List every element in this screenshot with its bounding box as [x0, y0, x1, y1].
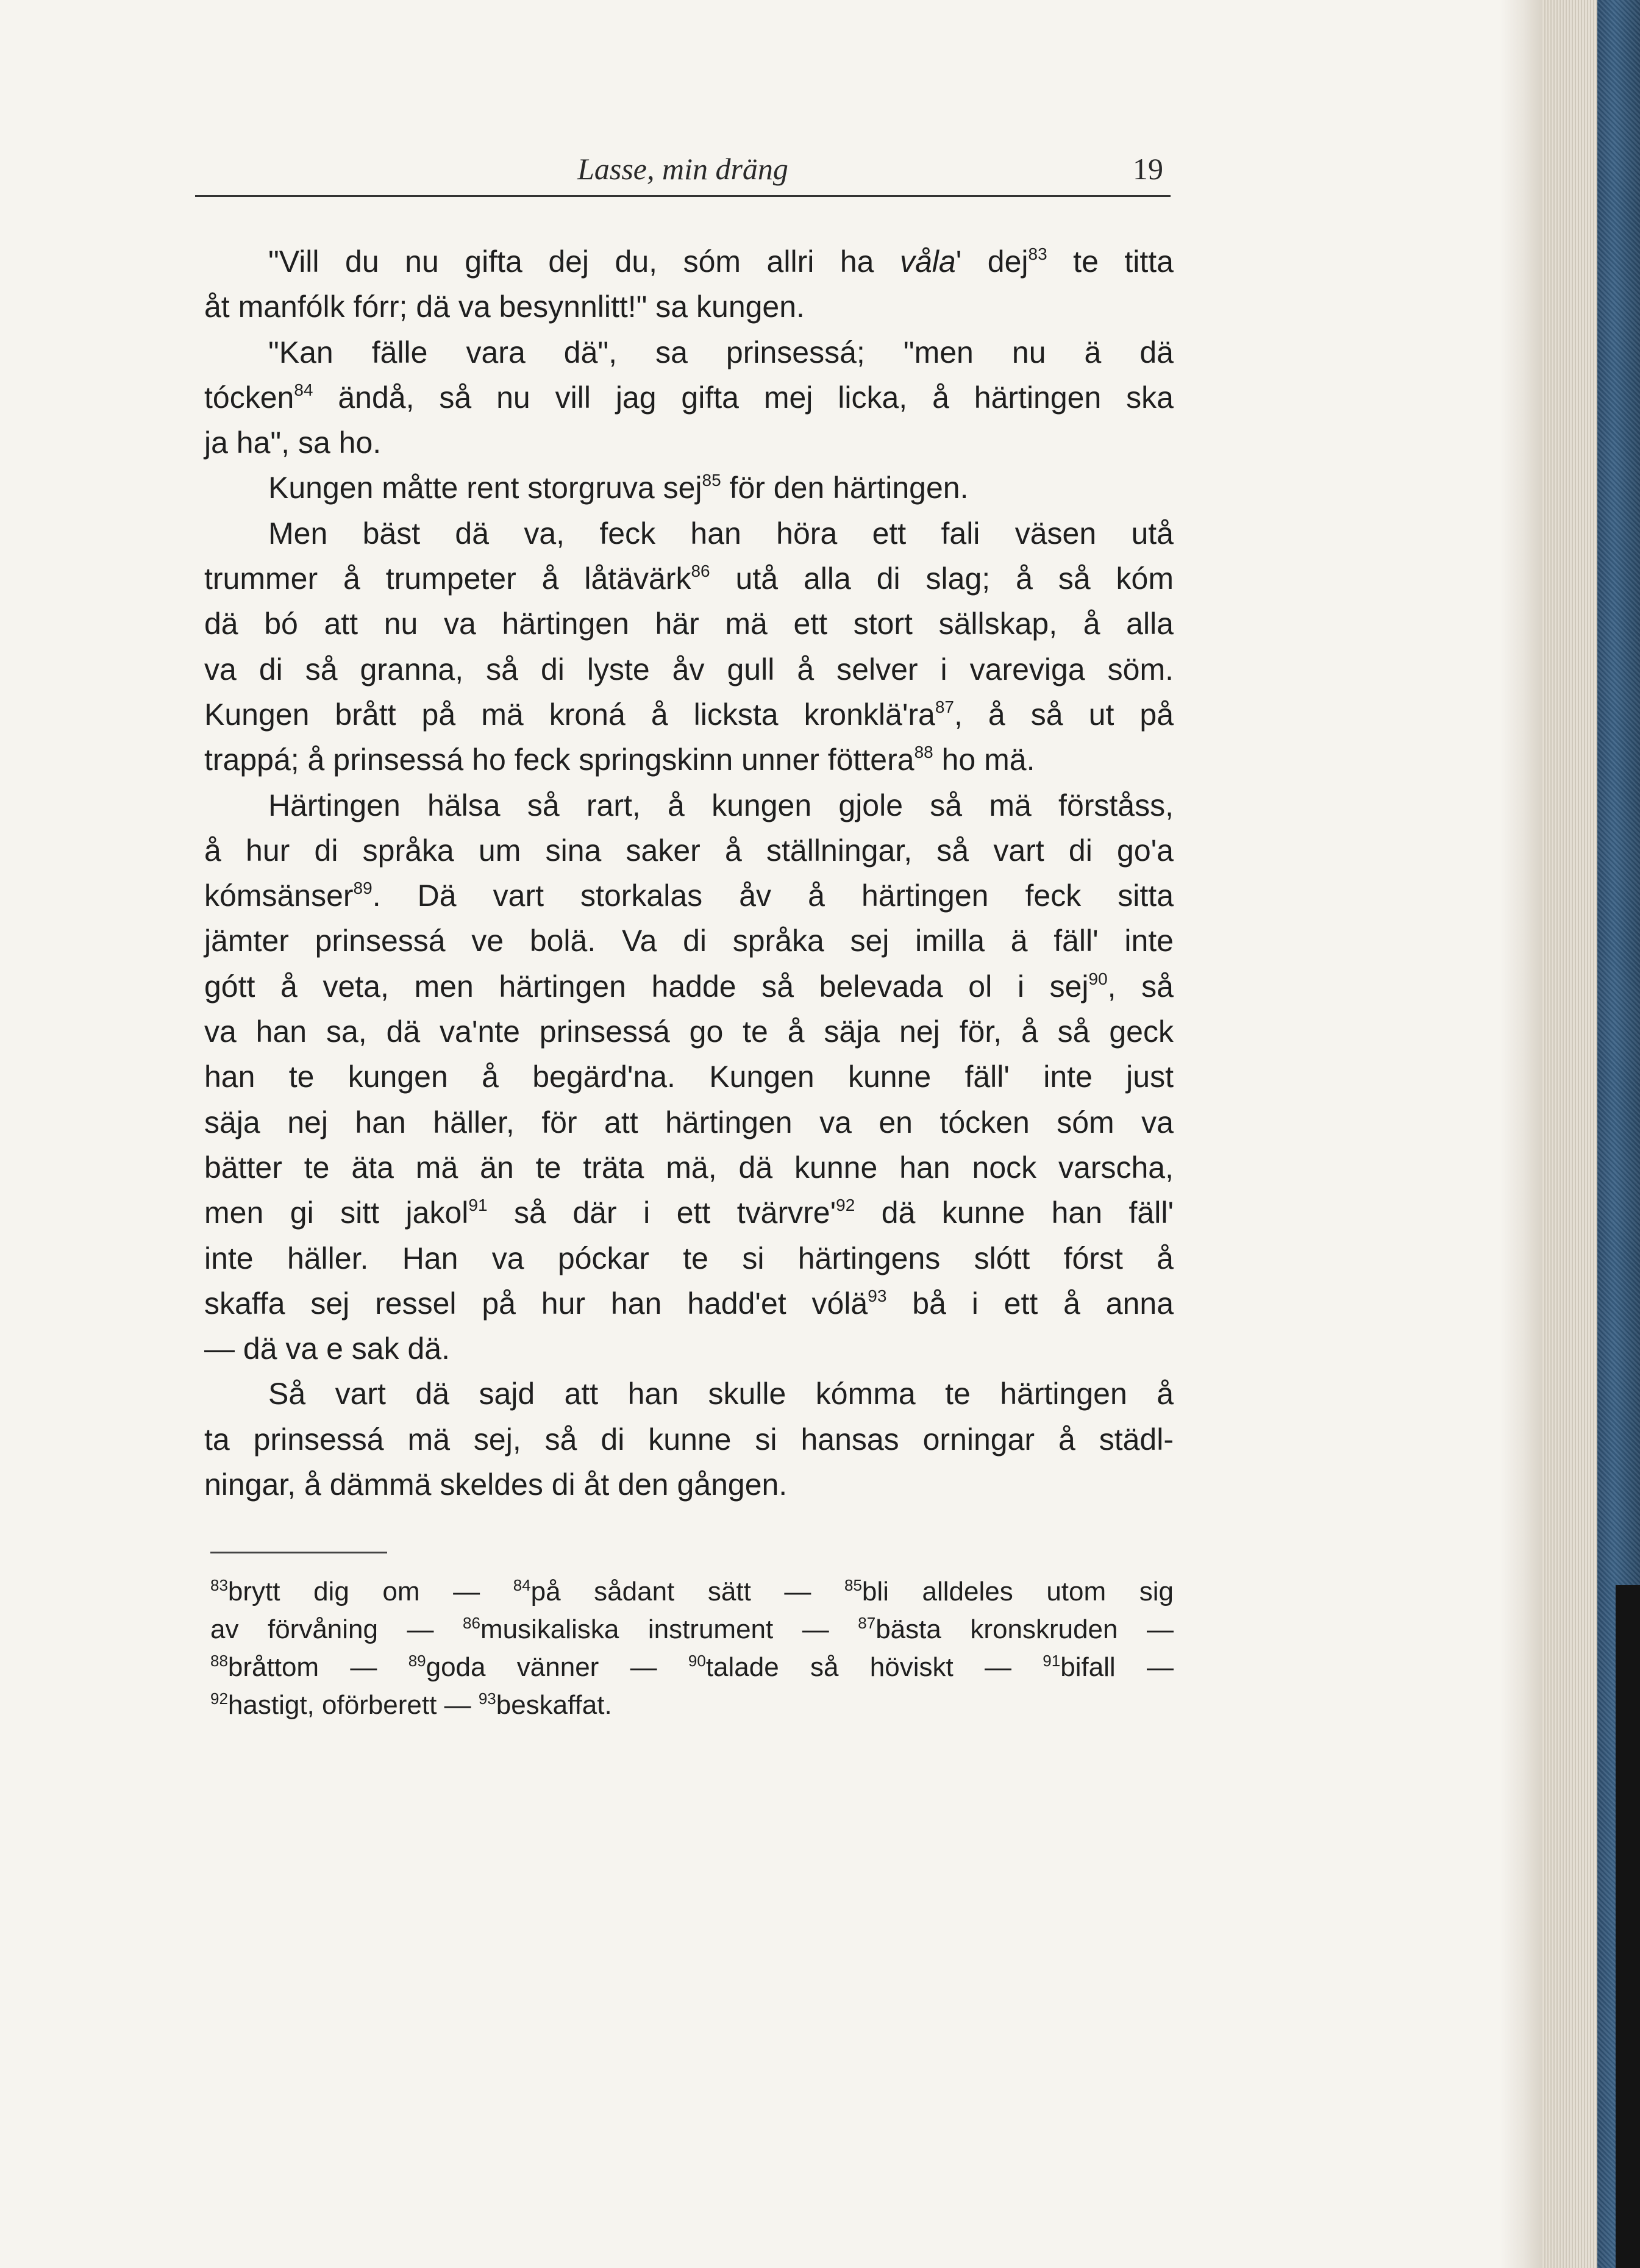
footnote-ref: 88	[914, 743, 933, 762]
text-line	[204, 964, 1174, 1009]
footnote-text: bästa kronskruden —	[875, 1614, 1174, 1644]
line-text: , så	[1107, 969, 1174, 1004]
footnote-number: 84	[513, 1576, 531, 1594]
footnote-text: bli alldeles utom sig	[861, 1577, 1174, 1606]
footnote	[688, 1652, 1011, 1682]
footnote-text: beskaffat.	[496, 1690, 612, 1720]
line-text: , å så ut på	[954, 697, 1174, 732]
footnote-text: bråttom —	[227, 1652, 377, 1682]
footnote	[463, 1614, 829, 1644]
line-text: Men bäst dä va, feck han höra ett fali väsen utå	[268, 516, 1174, 551]
line-text: bå i ett å anna	[886, 1286, 1174, 1321]
line-text: skaffa sej ressel på hur han hadd'et vólä	[204, 1286, 868, 1321]
line-text: va di så granna, så di lyste åv gull å selver i vareviga söm.	[204, 652, 1174, 686]
footnote	[1043, 1652, 1174, 1682]
paragraph	[204, 465, 1174, 510]
text-line	[204, 1145, 1174, 1190]
text-line	[204, 465, 1174, 510]
text-line	[204, 556, 1174, 601]
line-text: va han sa, dä va'nte prinsessá go te å säja nej för, å så geck	[204, 1015, 1174, 1049]
footnotes	[210, 1573, 1174, 1724]
body-text	[204, 239, 1174, 1507]
paragraph	[204, 239, 1174, 330]
footnote-number: 87	[858, 1614, 876, 1632]
text-line	[204, 692, 1174, 737]
text-line	[204, 737, 1174, 782]
paragraph	[204, 330, 1174, 466]
footnote-text: av förvåning —	[210, 1614, 434, 1644]
page-number: 19	[1133, 152, 1163, 186]
footnote-line	[210, 1649, 1174, 1686]
line-text: . Dä vart storkalas åv å härtingen feck sitta	[372, 879, 1174, 913]
text-line	[204, 1281, 1174, 1326]
line-text: trummer å trumpeter å låtävärk	[204, 562, 691, 596]
line-text: men gi sitt jakol	[204, 1196, 469, 1230]
line-text: bätter te äta mä än te träta mä, dä kunne han nock varscha,	[204, 1150, 1174, 1185]
footnote-number: 83	[210, 1576, 228, 1594]
footnote	[210, 1652, 377, 1682]
line-text: dä bó att nu va härtingen här mä ett stort sällskap, å alla	[204, 607, 1174, 641]
text-line	[204, 1371, 1174, 1416]
text-line	[204, 511, 1174, 556]
line-text: å hur di språka um sina saker å ställningar, så vart di go'a	[204, 833, 1174, 868]
footnote	[513, 1577, 811, 1606]
line-text: — dä va e sak dä.	[204, 1332, 451, 1366]
text-line	[204, 1054, 1174, 1099]
footnote-number: 88	[210, 1652, 228, 1670]
footnote-text: goda vänner —	[426, 1652, 657, 1682]
header-rule	[195, 195, 1171, 197]
footnote-ref: 86	[691, 562, 710, 581]
text-line	[204, 1462, 1174, 1507]
line-text: kómsänser	[204, 879, 354, 913]
footnote	[408, 1652, 657, 1682]
line-text: Kungen brått på mä kroná å licksta kronklä'ra	[204, 697, 935, 732]
text-line	[204, 375, 1174, 420]
text-line	[204, 783, 1174, 828]
footnote	[858, 1614, 1174, 1644]
text-line	[204, 1417, 1174, 1462]
text-line	[204, 1236, 1174, 1281]
text-line	[204, 918, 1174, 963]
line-text: så där i ett tvärvre'	[487, 1196, 836, 1230]
footnote-number: 93	[478, 1689, 496, 1708]
footnote-number: 85	[844, 1576, 862, 1594]
text-line	[204, 601, 1174, 646]
line-text: jämter prinsessá ve bolä. Va di språka sej imilla ä fäll' inte	[204, 924, 1174, 958]
line-text: ja ha", sa ho.	[204, 426, 382, 460]
line-text: säja nej han häller, för att härtingen va en tócken sóm va	[204, 1105, 1174, 1139]
line-text: Så vart dä sajd att han skulle kómma te härtingen å	[268, 1377, 1174, 1411]
line-text: ta prinsessá mä sej, så di kunne si hansas orningar å städl-	[204, 1422, 1174, 1457]
footnote-ref: 92	[836, 1196, 855, 1215]
footnote-text: bifall —	[1060, 1652, 1174, 1682]
footnote-number: 89	[408, 1652, 426, 1670]
footnote-ref: 90	[1088, 969, 1108, 988]
text-line	[204, 1190, 1174, 1235]
line-text: ho mä.	[933, 743, 1035, 777]
footnote	[210, 1577, 480, 1606]
paragraph	[204, 511, 1174, 783]
footnote-ref: 93	[868, 1286, 887, 1305]
text-line	[204, 239, 1174, 284]
emphasized-word: våla	[899, 244, 956, 279]
footnote-line	[210, 1573, 1174, 1611]
footnote-number: 92	[210, 1689, 228, 1708]
footnote-ref: 91	[468, 1196, 488, 1215]
line-text: tócken	[204, 380, 294, 415]
line-text: Härtingen hälsa så rart, å kungen gjole så mä förståss,	[268, 788, 1174, 822]
footnote-ref: 87	[935, 697, 954, 716]
line-text: han te kungen å begärd'na. Kungen kunne fäll' inte just	[204, 1060, 1174, 1094]
page-stack-edge	[1542, 0, 1597, 2268]
footnote-ref: 85	[702, 471, 721, 490]
footnote-text: talade så höviskt —	[705, 1652, 1011, 1682]
page-header	[195, 146, 1171, 201]
line-text: trappá; å prinsessá ho feck springskinn unner föttera	[204, 743, 914, 777]
book-cover-shadow	[1616, 1585, 1640, 2268]
footnote-ref: 84	[294, 380, 313, 399]
footnote	[479, 1690, 612, 1720]
line-text: gótt å veta, men härtingen hadde så belevada ol i sej	[204, 969, 1089, 1004]
footnote-number: 90	[688, 1652, 706, 1670]
paragraph	[204, 1371, 1174, 1507]
text-line	[204, 828, 1174, 873]
footnote-ref: 83	[1028, 244, 1047, 263]
footnote	[210, 1690, 471, 1720]
line-text: utå alla di slag; å så kóm	[710, 562, 1174, 596]
footnote-text: musikaliska instrument —	[480, 1614, 829, 1644]
line-text: dä kunne han fäll'	[855, 1196, 1174, 1230]
line-text: för den härtingen.	[721, 471, 969, 505]
footnote-number: 91	[1043, 1652, 1061, 1670]
footnote	[210, 1614, 434, 1644]
footnote-text: på sådant sätt —	[530, 1577, 811, 1606]
line-text: inte häller. Han va póckar te si härtingens slótt fórst å	[204, 1241, 1174, 1275]
line-text: ' dej	[955, 244, 1029, 279]
line-text: te titta	[1047, 244, 1174, 279]
text-line	[204, 284, 1174, 329]
line-text: ändå, så nu vill jag gifta mej licka, å härtingen ska	[313, 380, 1174, 415]
footnote-text: hastigt, oförberett —	[227, 1690, 471, 1720]
footnote-text: brytt dig om —	[227, 1577, 480, 1606]
line-text: Kungen måtte rent storgruva sej	[268, 471, 702, 505]
text-line	[204, 420, 1174, 465]
text-line	[204, 647, 1174, 692]
footnote-line	[210, 1686, 1174, 1724]
page-gutter-shadow	[1500, 0, 1542, 2268]
line-text: "Vill du nu gifta dej du, sóm allri ha	[268, 244, 900, 279]
line-text: "Kan fälle vara dä", sa prinsessá; "men nu ä dä	[268, 335, 1174, 369]
footnote-line	[210, 1611, 1174, 1649]
text-line	[204, 873, 1174, 918]
line-text: ningar, å dämmä skeldes di åt den gången.	[204, 1467, 788, 1502]
text-line	[204, 1100, 1174, 1145]
footnote-ref: 89	[353, 879, 373, 898]
text-line	[204, 1326, 1174, 1371]
paragraph	[204, 783, 1174, 1372]
running-title: Lasse, min dräng	[577, 152, 788, 186]
text-line	[204, 1009, 1174, 1054]
footnote-number: 86	[463, 1614, 480, 1632]
line-text: åt manfólk fórr; dä va besynnlitt!" sa kungen.	[204, 290, 805, 324]
footnote-rule	[210, 1552, 387, 1553]
text-line	[204, 330, 1174, 375]
footnote	[844, 1577, 1174, 1606]
